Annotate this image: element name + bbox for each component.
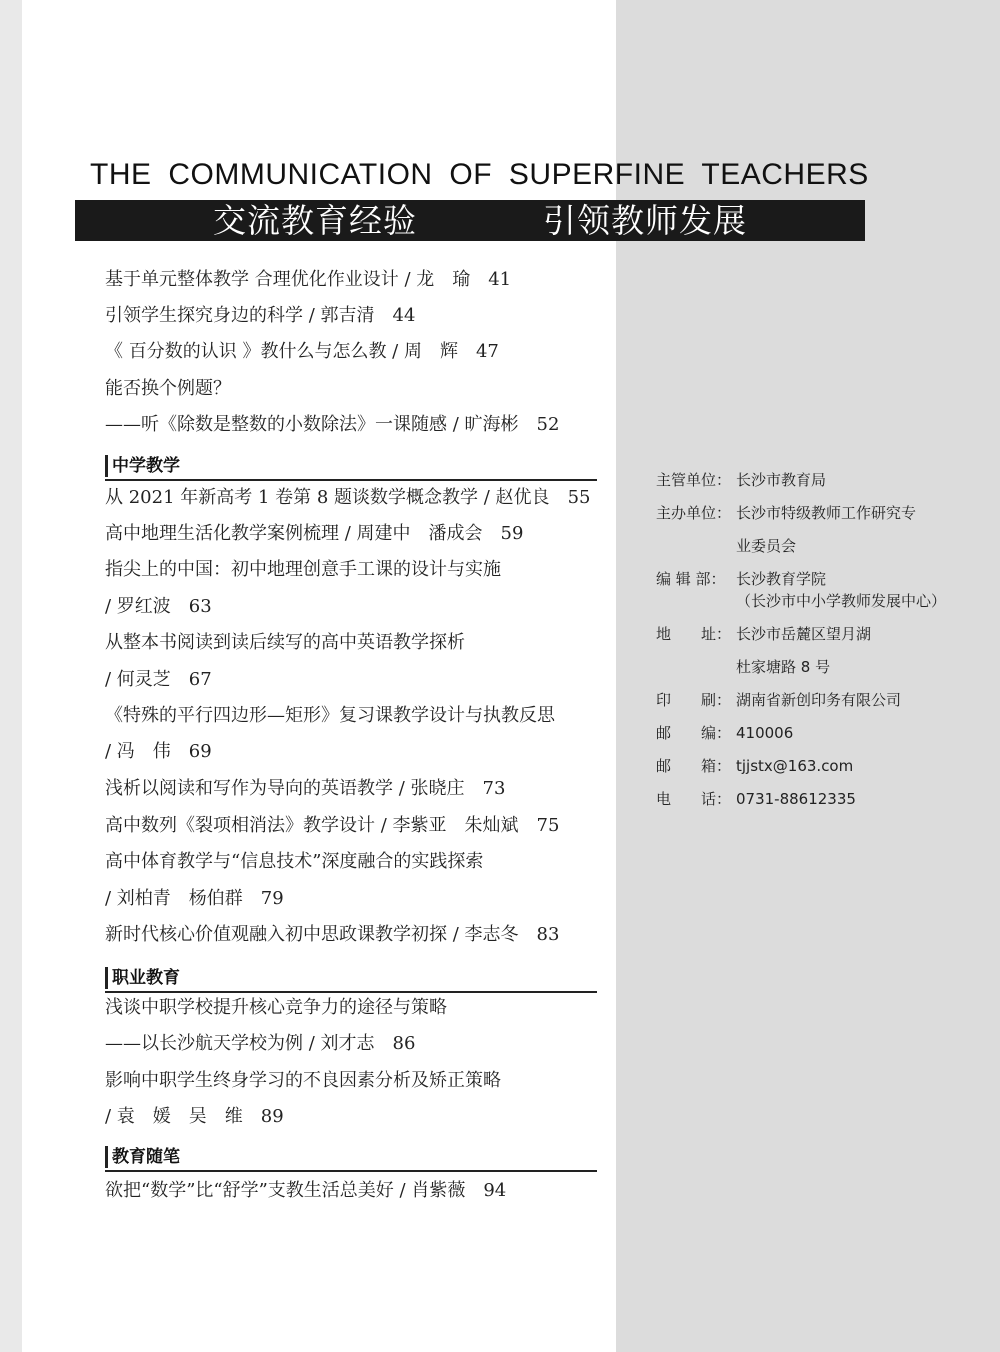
toc-entry[interactable]: 浅谈中职学校提升核心竞争力的途径与策略 — [105, 997, 447, 1018]
toc-entry[interactable]: 《 百分数的认识 》教什么与怎么教 / 周 辉 47 — [105, 341, 499, 362]
info-address-cont: 杜家塘路 8 号 — [736, 658, 831, 676]
toc-entry[interactable]: 高中地理生活化教学案例梳理 / 周建中 潘成会 59 — [105, 523, 524, 544]
page-number: 41 — [488, 269, 512, 290]
toc-entry[interactable]: 欲把“数学”比“舒学”支教生活总美好 / 肖紫薇 94 — [105, 1180, 507, 1201]
toc-entry[interactable]: 能否换个例题？ — [105, 378, 231, 399]
info-postcode: 邮 编： 410006 — [656, 724, 794, 742]
page-number: 73 — [482, 778, 506, 799]
info-address: 地 址： 长沙市岳麓区望月湖 — [656, 625, 872, 643]
info-printer: 印 刷： 湖南省新创印务有限公司 — [656, 691, 902, 709]
toc-entry[interactable]: 影响中职学生终身学习的不良因素分析及矫正策略 — [105, 1070, 501, 1091]
toc-entry[interactable]: / 袁 媛 吴 维 89 — [105, 1106, 284, 1127]
page-left-margin — [0, 0, 22, 1352]
page-number: 69 — [188, 741, 212, 762]
section-heading-essays: 教育随笔 — [105, 1144, 597, 1172]
page-number: 75 — [536, 815, 560, 836]
toc-entry[interactable]: 浅析以阅读和写作为导向的英语教学 / 张晓庄 73 — [105, 778, 506, 799]
info-sponsor-cont: 业委员会 — [736, 537, 797, 555]
toc-entry[interactable]: 基于单元整体教学 合理优化作业设计 / 龙 瑜 41 — [105, 269, 512, 290]
page-number: 94 — [483, 1180, 507, 1201]
toc-entry[interactable]: / 刘柏青 杨伯群 79 — [105, 888, 284, 909]
toc-entry[interactable]: 新时代核心价值观融入初中思政课教学初探 / 李志冬 83 — [105, 924, 560, 945]
toc-entry[interactable]: 引领学生探究身边的科学 / 郭吉清 44 — [105, 305, 416, 326]
info-editorial: 编 辑 部： 长沙教育学院 — [656, 570, 827, 588]
page-number: 86 — [392, 1033, 416, 1054]
info-email[interactable]: 邮 箱： tjjstx@163.com — [656, 757, 854, 775]
toc-entry[interactable]: 高中体育教学与“信息技术”深度融合的实践探索 — [105, 851, 484, 872]
page-number: 63 — [188, 596, 212, 617]
page-number: 44 — [392, 305, 416, 326]
toc-entry[interactable]: ——听《除数是整数的小数除法》一课随感 / 旷海彬 52 — [105, 414, 560, 435]
section-heading-vocational: 职业教育 — [105, 965, 597, 993]
toc-entry[interactable]: / 冯 伟 69 — [105, 741, 212, 762]
page-number: 47 — [475, 341, 499, 362]
toc-entry[interactable]: ——以长沙航天学校为例 / 刘才志 86 — [105, 1033, 416, 1054]
slogan-bar — [75, 200, 865, 241]
toc-entry[interactable]: / 罗红波 63 — [105, 596, 212, 617]
info-editorial-cont: （长沙市中小学教师发展中心） — [736, 592, 947, 610]
slogan-right: 引领教师发展 — [543, 201, 747, 240]
english-title: THE COMMUNICATION OF SUPERFINE TEACHERS — [90, 158, 869, 191]
section-heading-middle-school: 中学教学 — [105, 453, 597, 481]
page-number: 83 — [536, 924, 560, 945]
toc-entry[interactable]: 从整本书阅读到读后续写的高中英语教学探析 — [105, 632, 465, 653]
page-number: 89 — [260, 1106, 284, 1127]
info-phone: 电 话： 0731-88612335 — [656, 790, 856, 808]
page-number: 55 — [567, 487, 591, 508]
page-number: 52 — [536, 414, 560, 435]
page-number: 67 — [188, 669, 212, 690]
page-number: 59 — [500, 523, 524, 544]
toc-entry[interactable]: 从 2021 年新高考 1 卷第 8 题谈数学概念教学 / 赵优良 55 — [105, 487, 591, 508]
page-number: 79 — [260, 888, 284, 909]
toc-entry[interactable]: 高中数列《裂项相消法》教学设计 / 李紫亚 朱灿斌 75 — [105, 815, 560, 836]
toc-entry[interactable]: / 何灵芝 67 — [105, 669, 212, 690]
info-supervisor: 主管单位： 长沙市教育局 — [656, 471, 827, 489]
info-sponsor: 主办单位： 长沙市特级教师工作研究专 — [656, 504, 917, 522]
toc-entry[interactable]: 指尖上的中国：初中地理创意手工课的设计与实施 — [105, 559, 501, 580]
slogan-left: 交流教育经验 — [213, 201, 417, 240]
toc-entry[interactable]: 《特殊的平行四边形—矩形》复习课教学设计与执教反思 — [105, 705, 555, 726]
